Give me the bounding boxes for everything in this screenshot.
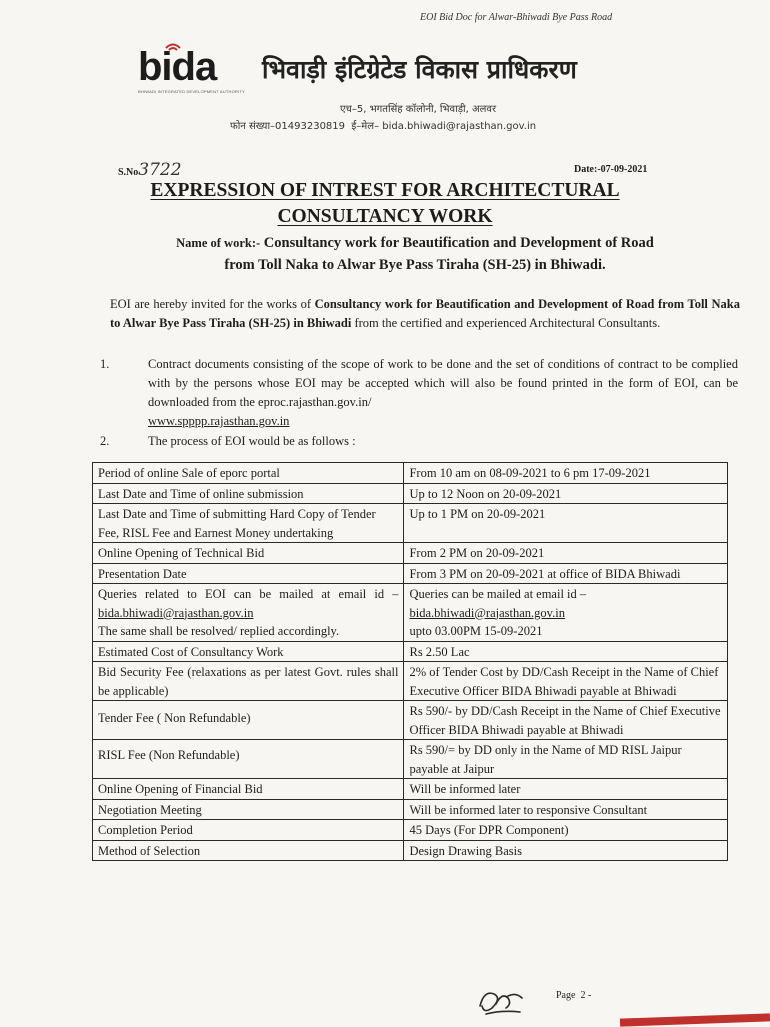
table-row: [93, 641, 728, 662]
row-value: From 10 am on 08-09-2021 to 6 pm 17-09-2021: [404, 463, 728, 484]
row-label: Tender Fee ( Non Refundable): [93, 701, 404, 740]
sno-value: 3722: [138, 160, 182, 180]
row-value: From 2 PM on 20-09-2021: [404, 543, 728, 564]
date-value: 07-09-2021: [600, 164, 648, 175]
table-row: [93, 779, 728, 800]
date-label: Date:-: [574, 164, 601, 175]
email-label: ई–मेल: [351, 121, 375, 132]
row-label: Last Date and Time of submitting Hard Copy of Tender Fee, RISL Fee and Earnest Money undertaking: [93, 504, 404, 543]
row-label: Online Opening of Financial Bid: [93, 779, 404, 800]
running-head: EOI Bid Doc for Alwar-Bhiwadi Bye Pass Road: [420, 12, 613, 23]
email-address: bida.bhiwadi@rajasthan.gov.in: [382, 121, 537, 132]
row-value: From 3 PM on 20-09-2021 at office of BIDA Bhiwadi: [404, 563, 728, 584]
serial-number: [118, 160, 238, 180]
name-of-work-label: Name of work:-: [176, 236, 261, 250]
intro-paragraph: [110, 295, 740, 333]
address-hindi: एच–5, भगतसिंह कॉलोनी, भिवाड़ी, अलवर: [340, 104, 497, 115]
table-row: [93, 662, 728, 701]
row-label: Period of online Sale of eporc portal: [93, 463, 404, 484]
table-row: [93, 483, 728, 504]
row-label: RISL Fee (Non Refundable): [93, 740, 404, 779]
sno-label: S.No: [118, 167, 139, 178]
logo-subline: BHIWADI INTEGRATED DEVELOPMENT AUTHORITY: [138, 89, 245, 94]
row-value: Design Drawing Basis: [404, 840, 728, 861]
table-row: [93, 563, 728, 584]
row-value: Rs 590/= by DD only in the Name of MD RISL Jaipur payable at Jaipur: [404, 740, 728, 779]
table-row: [93, 799, 728, 820]
row-label: Bid Security Fee (relaxations as per latest Govt. rules shall be applicable): [93, 662, 404, 701]
row-label: Method of Selection: [93, 840, 404, 861]
row-value: Will be informed later: [404, 779, 728, 800]
row-value: 45 Days (For DPR Component): [404, 820, 728, 841]
row-label: Estimated Cost of Consultancy Work: [93, 641, 404, 662]
table-row: [93, 504, 728, 543]
row-label: Online Opening of Technical Bid: [93, 543, 404, 564]
name-of-work-line-2: from Toll Naka to Alwar Bye Pass Tiraha (SH-25) in Bhiwadi.: [224, 257, 606, 273]
item-text: The process of EOI would be as follows :: [148, 434, 356, 448]
logo-mark: bida: [138, 45, 217, 89]
table-row: [93, 740, 728, 779]
queries-left-note: The same shall be resolved/ replied accordingly.: [98, 624, 340, 638]
page-num: 2 -: [580, 990, 592, 1001]
queries-deadline: upto 03.00PM 15-09-2021: [409, 624, 543, 638]
row-value: [404, 584, 728, 642]
row-value: Up to 12 Noon on 20-09-2021: [404, 483, 728, 504]
table-row: [93, 584, 728, 642]
table-row: [93, 820, 728, 841]
intro-lead: EOI are hereby invited for the works of: [110, 297, 311, 311]
list-item: [100, 432, 740, 452]
org-name-hindi: भिवाड़ी इंटिग्रेटेड विकास प्राधिकरण: [262, 55, 577, 84]
row-value: Rs 2.50 Lac: [404, 641, 728, 662]
item-number: 2.: [100, 434, 110, 448]
name-of-work-line-1: Consultancy work for Beautification and Development of Road: [263, 235, 654, 251]
row-label: Presentation Date: [93, 563, 404, 584]
page-label: Page: [556, 990, 576, 1001]
table-row: [93, 840, 728, 861]
row-label: Negotiation Meeting: [93, 799, 404, 820]
bida-logo: [138, 45, 245, 100]
sppp-link[interactable]: www.spppp.rajasthan.gov.in: [148, 414, 290, 428]
queries-left-text: Queries related to EOI can be mailed at email id –: [98, 587, 399, 601]
contact-line: फोन संख्या–01493230819 ई–मेल– bida.bhiwadi@rajasthan.gov.in: [230, 121, 537, 132]
signature-initials: [472, 984, 532, 1018]
title-line-2: CONSULTANCY WORK: [277, 206, 493, 227]
document-title: [40, 178, 730, 230]
row-label: Completion Period: [93, 820, 404, 841]
binder-edge: [620, 1013, 770, 1026]
item-number: 1.: [100, 357, 110, 371]
table-row: [93, 701, 728, 740]
row-value: Will be informed later to responsive Consultant: [404, 799, 728, 820]
name-of-work: [80, 232, 750, 276]
row-value: Up to 1 PM on 20-09-2021: [404, 504, 728, 543]
row-value: Rs 590/- by DD/Cash Receipt in the Name of Chief Executive Officer BIDA Bhiwadi payable at Bhiwadi: [404, 701, 728, 740]
queries-email-link-right[interactable]: bida.bhiwadi@rajasthan.gov.in: [409, 605, 565, 620]
table-row: [93, 543, 728, 564]
queries-email-link[interactable]: bida.bhiwadi@rajasthan.gov.in: [98, 605, 254, 620]
document-date: [574, 164, 704, 175]
page-number: [556, 990, 616, 1001]
table-row: [93, 463, 728, 484]
row-label: [93, 584, 404, 642]
list-item: [100, 355, 740, 433]
row-value: 2% of Tender Cost by DD/Cash Receipt in the Name of Chief Executive Officer BIDA Bhiwadi payable at Bhiwadi: [404, 662, 728, 701]
intro-bold: Consultancy work for Beautification and Development of Road from Toll Naka to Alwar Bye Pass Tiraha (SH-25) in Bhiwadi: [110, 297, 740, 330]
phone-number: 01493230819: [275, 121, 346, 132]
intro-tail: from the certified and experienced Architectural Consultants.: [354, 316, 661, 330]
eoi-schedule-table: [92, 462, 728, 861]
queries-right-text: Queries can be mailed at email id –: [409, 587, 587, 601]
phone-label: फोन संख्या: [230, 121, 271, 132]
item-text: Contract documents consisting of the scope of work to be done and the set of conditions of contract to be complied with by the persons whose EOI may be accepted which will also be found printed in the form of EOI, can be downloaded from the eproc.rajasthan.gov.in/: [148, 357, 738, 409]
title-line-1: EXPRESSION OF INTREST FOR ARCHITECTURAL: [150, 180, 620, 201]
row-label: Last Date and Time of online submission: [93, 483, 404, 504]
